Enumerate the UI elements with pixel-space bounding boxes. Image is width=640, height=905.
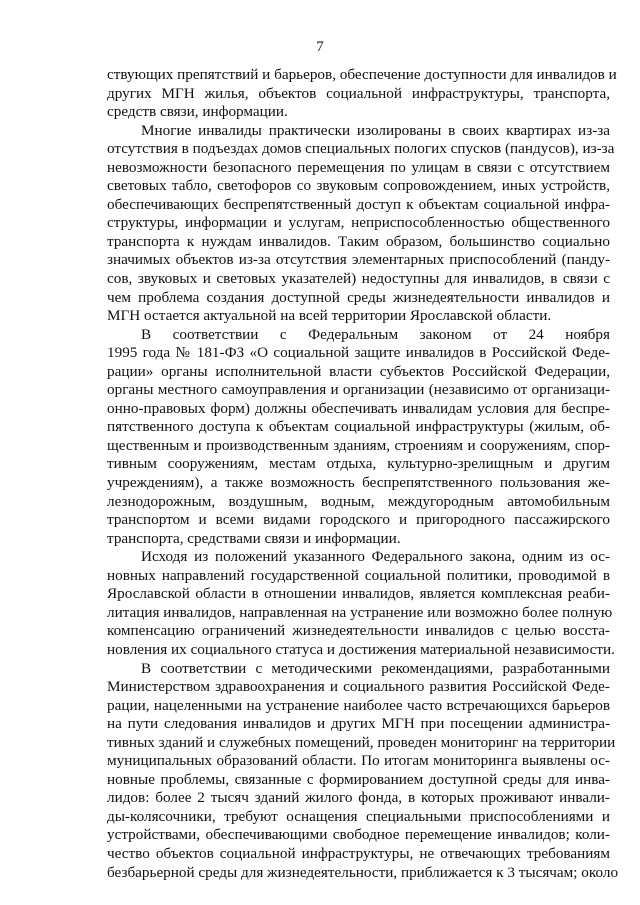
text-line: новления их социального статуса и достижения материальной независимости. (107, 640, 615, 658)
paragraph (107, 659, 619, 883)
text-line: новные проблемы, связанные с формированием доступной среды для инва- (107, 770, 610, 788)
paragraph (107, 121, 615, 326)
text-line: устройствами, обеспечивающими свободное перемещение инвалидов; коли- (107, 826, 610, 844)
text-line: пятственного доступа к объектам социальной инфраструктуры (жилым, об- (107, 418, 610, 436)
text-line: щественным и производственным зданиям, строениям и сооружениям, спор- (107, 436, 610, 454)
text-line: невозможности безопасного перемещения по улицам в связи с отсутствием (107, 158, 610, 176)
text-line: рации» органы исполнительной власти субъектов Российской Федерации, (107, 362, 610, 380)
text-line: транспортом и всеми видами городского и пригородного пассажирского (107, 511, 610, 529)
text-line: литация инвалидов, направленная на устранение или возможно более полную (107, 603, 613, 621)
paragraph (107, 326, 610, 549)
text-line: ды-колясочники, требуют оснащения специальными приспособлениями и (107, 807, 610, 825)
text-line: органы местного самоуправления и организации (независимо от организаци- (107, 381, 610, 399)
text-line: тивных зданий и служебных помещений, проведен мониторинг на территории (107, 733, 616, 751)
text-line: безбарьерной среды для жизнедеятельности, приближается к 3 тысячам; около (107, 863, 619, 881)
text-line: Министерством здравоохранения и социального развития Российской Феде- (107, 678, 610, 696)
text-line: компенсацию ограничений жизнедеятельности инвалидов с целью восста- (107, 622, 610, 640)
text-line: онно-правовых форм) должны обеспечивать инвалидам условия для беспре- (107, 399, 610, 417)
text-line: ствующих препятствий и барьеров, обеспечение доступности для инвалидов и (107, 66, 617, 83)
text-line: В соответствии с методическими рекомендациями, разработанными (141, 659, 610, 677)
paragraph (107, 548, 615, 659)
text-line: рации, нацеленными на устранение наиболее часто встречающихся барьеров (107, 696, 610, 714)
text-line: чем проблема создания доступной среды жизнедеятельности инвалидов и (107, 288, 610, 306)
text-line: структуры, информации и услугам, неприспособленностью общественного (107, 214, 610, 232)
text-line: отсутствия в подъездах домов специальных пологих спусков (пандусов), из-за (107, 140, 615, 158)
text-line: транспорта к нуждам инвалидов. Таким образом, большинство социально (107, 232, 610, 250)
text-line: Исходя из положений указанного Федерального закона, одним из ос- (141, 548, 610, 566)
text-line: учреждениям), а также возможность беспрепятственного пользования же- (107, 474, 610, 492)
text-line: значимых объектов из-за отсутствия элементарных приспособлений (панду- (107, 251, 610, 269)
text-line: сов, звуковых и световых указателей) недоступны для инвалидов, в связи с (107, 270, 610, 288)
text-line: лидов: более 2 тысяч зданий жилого фонда, в которых проживают инвали- (107, 789, 610, 807)
text-line: чество объектов социальной инфраструктуры, не отвечающих требованиям (107, 844, 610, 862)
text-line: других МГН жилья, объектов социальной инфраструктуры, транспорта, (107, 84, 610, 102)
text-line: новных направлений государственной социальной политики, проводимой в (107, 566, 610, 584)
text-line: на пути следования инвалидов и других МГН при посещении администра- (107, 715, 610, 733)
text-line: обеспечивающих беспрепятственный доступ к объектам социальной инфра- (107, 195, 610, 213)
text-line: транспорта, средствами связи и информации. (107, 529, 401, 547)
page-number: 7 (316, 39, 324, 55)
text-line: Многие инвалиды практически изолированы в своих квартирах из-за (141, 121, 610, 139)
text-line: Ярославской области в отношении инвалидов, является комплексная реаби- (107, 585, 610, 603)
body-text (107, 66, 619, 882)
text-line: В соответствии с Федеральным законом от 24 ноября (141, 325, 610, 343)
text-line: муниципальных образований области. По итогам мониторинга выявлены ос- (107, 752, 610, 770)
text-line: световых табло, светофоров со звуковым сопровождением, иных устройств, (107, 177, 610, 195)
text-line: МГН остается актуальной на всей территории Ярославской области. (107, 307, 552, 325)
paragraph (107, 66, 617, 122)
text-line: лезнодорожным, воздушным, водным, междугородным автомобильным (107, 492, 610, 510)
text-line: средств связи, информации. (107, 103, 288, 121)
text-line: 1995 года № 181-ФЗ «О социальной защите инвалидов в Российской Феде- (107, 344, 610, 362)
text-line: тивным сооружениям, местам отдыха, культурно-зрелищным и другим (107, 455, 610, 473)
